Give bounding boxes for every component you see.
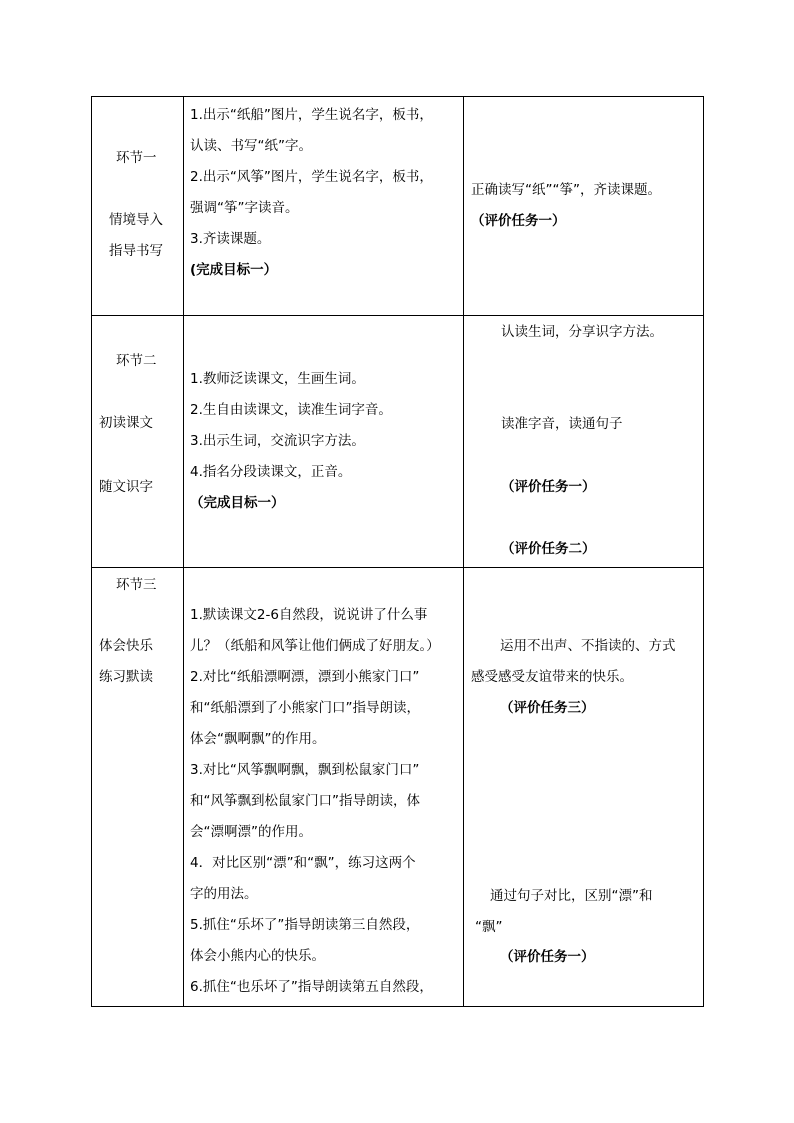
stage-cell [92,97,184,316]
stage-subtitle: 情境导入 [109,212,163,228]
stage-title: 环节三 [116,577,157,593]
table-row-stage-2 [92,316,704,568]
activity-line: 强调“筝”字读音。 [190,200,299,216]
stage-cell [92,316,184,568]
stage-subtitle: 指导书写 [109,243,163,259]
activity-line: 体会小熊内心的快乐。 [190,948,325,964]
goal-note: (完成目标一） [190,262,278,278]
evaluation-task: （评价任务二） [501,541,596,557]
stage-subtitle: 初读课文 [99,415,153,431]
activity-line: 2.对比“纸船漂啊漂，漂到小熊家门口” [190,669,420,685]
activity-line: 4．对比区别“漂”和“飘”，练习这两个 [190,855,416,871]
activities-cell [184,568,464,1007]
activity-line: 2.生自由读课文，读准生词字音。 [190,402,392,418]
evaluation-line: 正确读写“纸”“筝”，齐读课题。 [471,182,661,198]
activity-line: 4.指名分段读课文，正音。 [190,464,352,480]
evaluation-task: （评价任务三） [500,700,595,716]
evaluation-task: （评价任务一） [500,949,595,965]
evaluation-task: （评价任务一） [501,479,596,495]
evaluation-task: （评价任务一） [471,213,566,229]
evaluation-line: 认读生词，分享识字方法。 [501,324,663,340]
activity-line: 2.出示“风筝”图片，学生说名字，板书， [190,169,433,185]
stage-title: 环节一 [116,150,157,166]
activity-line: 1.出示“纸船”图片，学生说名字，板书， [190,107,433,123]
activity-line: 和“纸船漂到了小熊家门口”指导朗读， [190,700,420,716]
lesson-plan-table [91,96,704,1007]
stage-subtitle: 体会快乐 [99,638,153,654]
activities-cell [184,97,464,316]
evaluation-cell [464,97,704,316]
stage-title: 环节二 [116,353,157,369]
table-row-stage-1 [92,97,704,316]
evaluation-line: 感受感受友谊带来的快乐。 [471,669,633,685]
table-row-stage-3 [92,568,704,1007]
stage-subtitle: 练习默读 [99,669,153,685]
goal-note: （完成目标一） [190,495,285,511]
evaluation-cell [464,568,704,1007]
activity-line: 认读、书写“纸”字。 [190,138,312,154]
activity-line: 体会“飘啊飘”的作用。 [190,731,326,747]
stage-cell [92,568,184,1007]
activities-cell [184,316,464,568]
stage-subtitle: 随文识字 [99,479,153,495]
activity-line: 6.抓住“也乐坏了”指导朗读第五自然段， [190,979,433,995]
activity-line: 3.齐读课题。 [190,231,271,247]
activity-line: 会“漂啊漂”的作用。 [190,824,312,840]
activity-line: 字的用法。 [190,886,258,902]
evaluation-line: “飘” [475,919,503,935]
evaluation-line: 读准字音，读通句子 [501,416,623,432]
activity-line: 和“风筝飘到松鼠家门口”指导朗读，体 [190,793,420,809]
evaluation-cell [464,316,704,568]
activity-line: 儿？（纸船和风筝让他们俩成了好朋友。） [190,638,440,654]
activity-line: 3.出示生词，交流识字方法。 [190,433,365,449]
activity-line: 1.默读课文2-6自然段，说说讲了什么事 [190,607,428,623]
activity-line: 1.教师泛读课文，生画生词。 [190,371,365,387]
evaluation-line: 通过句子对比，区别“漂”和 [490,888,653,904]
evaluation-line: 运用不出声、不指读的、方式 [500,638,676,654]
activity-line: 3.对比“风筝飘啊飘，飘到松鼠家门口” [190,762,420,778]
activity-line: 5.抓住“乐坏了”指导朗读第三自然段， [190,917,420,933]
